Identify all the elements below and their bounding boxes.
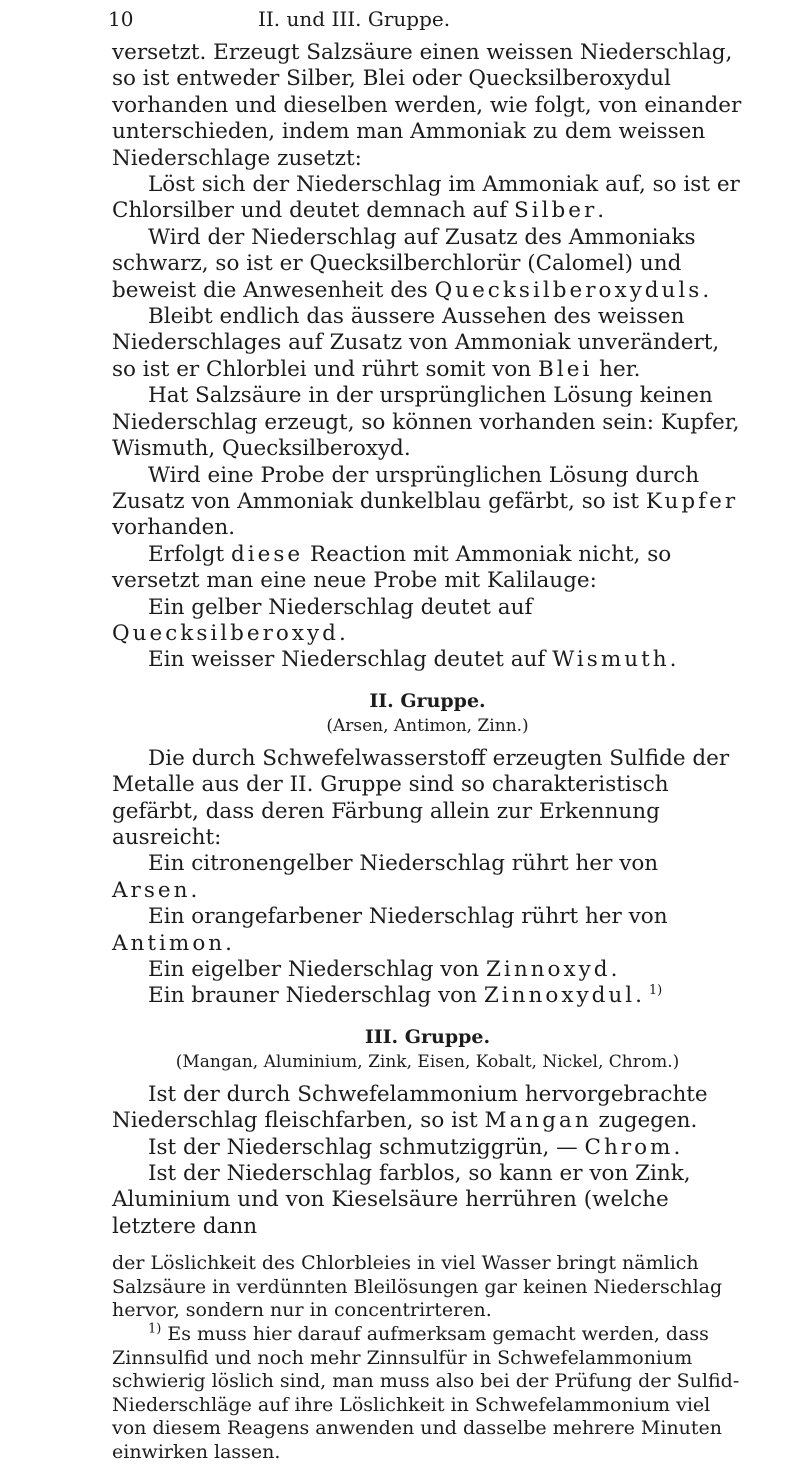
emphasis: Wismuth <box>552 647 670 673</box>
text: Wird der Niederschlag auf Zusatz des Ammoniaks schwarz, so ist er Quecksilberchlorür (Calomel) und beweist die Anwesenheit des <box>112 224 696 303</box>
emphasis: Blei <box>538 356 593 382</box>
footnote-text: Es muss hier darauf aufmerksam gemacht werden, dass Zinnsulfid und noch mehr Zinnsulfür in Schwefelammonium schwierig löslich sind, man muss also bei der Prüfung der Sulfid-Niederschläge auf ihre Löslichkeit in Schwefelammonium viel von diesem Reagens anwenden und dasselbe mehrere Minuten einwirken lassen. <box>112 1323 740 1463</box>
text: Löst sich der Niederschlag im Ammoniak auf, so ist er Chlorsilber und deutet demnach auf <box>112 172 740 224</box>
paragraph <box>112 542 743 595</box>
text: Ist der Niederschlag schmutziggrün, — <box>148 1134 585 1160</box>
text: . <box>702 277 710 303</box>
main-text <box>112 40 743 674</box>
text: Ein orangefarbener Niederschlag rührt her von <box>148 904 668 930</box>
paragraph <box>112 304 743 383</box>
text: Ein gelber Niederschlag deutet auf <box>148 594 533 620</box>
paragraph <box>112 595 743 648</box>
paragraph <box>112 1135 743 1161</box>
text: . <box>597 198 605 224</box>
emphasis: Arsen <box>112 877 191 903</box>
footnote-mark: 1) <box>148 1321 162 1337</box>
paragraph <box>112 463 743 542</box>
section-subtitle: (Arsen, Antimon, Zinn.) <box>326 715 529 736</box>
paragraph <box>112 851 743 904</box>
paragraph <box>112 225 743 304</box>
section-title: III. Gruppe. <box>364 1025 491 1048</box>
emphasis: Zinnoxydul <box>483 983 636 1009</box>
running-head: II. und III. Gruppe. <box>258 7 451 31</box>
paragraph: Die durch Schwefelwasserstoff erzeugten Sulfide der Metalle aus der II. Gruppe sind so charakteristisch gefärbt, dass deren Färbung allein zur Erkennung ausreicht: <box>112 745 730 850</box>
emphasis: Antimon <box>112 930 226 956</box>
text: . <box>225 930 232 956</box>
emphasis: Zinnoxyd <box>485 957 611 982</box>
text: Ein eigelber Niederschlag von <box>148 957 486 982</box>
footnote-continued: der Löslichkeit des Chlorbleies in viel Wasser bringt nämlich Salzsäure in verdünnten Bleilösungen gar keinen Niederschlag hervor, sondern nur in concentrirteren. <box>112 1252 723 1322</box>
section-group-2 <box>112 688 743 1010</box>
text: Erfolgt <box>148 541 231 567</box>
emphasis: Silber <box>513 198 598 224</box>
text: Ein brauner Niederschlag von <box>148 983 484 1009</box>
text: . <box>635 983 642 1009</box>
text: . <box>669 647 677 673</box>
section-title: II. Gruppe. <box>369 689 486 712</box>
text: . <box>610 957 618 982</box>
paragraph <box>112 983 743 1009</box>
emphasis: Quecksilberoxyd <box>112 620 339 646</box>
text: Wird eine Probe der ursprünglichen Lösung durch Zusatz von Ammoniak dunkelblau gefärbt, so ist <box>112 462 700 514</box>
paragraph <box>112 647 743 673</box>
text: . <box>673 1134 681 1160</box>
footnote-reference[interactable]: 1) <box>648 983 663 999</box>
text: Ist der durch Schwefelammonium hervorgebrachte Niederschlag fleischfarben, so ist <box>112 1081 708 1134</box>
emphasis: diese <box>231 541 304 567</box>
paragraph <box>112 1082 743 1135</box>
section-group-3 <box>112 1024 743 1240</box>
section-subtitle: (Mangan, Aluminium, Zink, Eisen, Kobalt, Nickel, Chrom.) <box>175 1051 680 1072</box>
footnotes <box>112 1252 743 1464</box>
emphasis: Chrom <box>584 1134 674 1160</box>
emphasis: Mangan <box>484 1108 592 1134</box>
text: Ein citronengelber Niederschlag rührt her von <box>148 851 659 877</box>
text: her. <box>592 356 641 382</box>
text: zugegen. <box>591 1108 698 1134</box>
text: Reaction mit Ammoniak nicht, so versetzt man eine neue Probe mit Kalilauge: <box>112 541 672 594</box>
paragraph: Ist der Niederschlag farblos, so kann er von Zink, Aluminium und von Kieselsäure herrühren (welche letztere dann <box>112 1161 691 1239</box>
emphasis: Quecksilberoxyduls <box>434 277 703 303</box>
paragraph <box>112 904 743 957</box>
emphasis: Kupfer <box>645 488 739 514</box>
text: . <box>338 620 346 646</box>
page-number: 10 <box>108 7 134 31</box>
paragraph: Hat Salzsäure in der ursprünglichen Lösung keinen Niederschlag erzeugt, so können vorhanden sein: Kupfer, Wismuth, Quecksilberoxyd. <box>112 383 740 462</box>
paragraph: versetzt. Erzeugt Salzsäure einen weissen Niederschlag, so ist entweder Silber, Blei oder Quecksilberoxydul vorhanden und dieselben werden, wie folgt, von einander unterschieden, indem man Ammoniak zu dem weissen Niederschlage zusetzt: <box>112 40 742 171</box>
text: Ein weisser Niederschlag deutet auf <box>148 647 553 673</box>
text: vorhanden. <box>112 515 236 541</box>
paragraph <box>112 957 743 983</box>
paragraph <box>112 172 743 225</box>
footnote-1 <box>112 1323 743 1465</box>
text: Bleibt endlich das äussere Aussehen des weissen Niederschlages auf Zusatz von Ammoniak unverändert, so ist er Chlorblei und rührt somit von <box>112 304 720 382</box>
page-header <box>108 6 743 36</box>
text: . <box>190 877 198 903</box>
